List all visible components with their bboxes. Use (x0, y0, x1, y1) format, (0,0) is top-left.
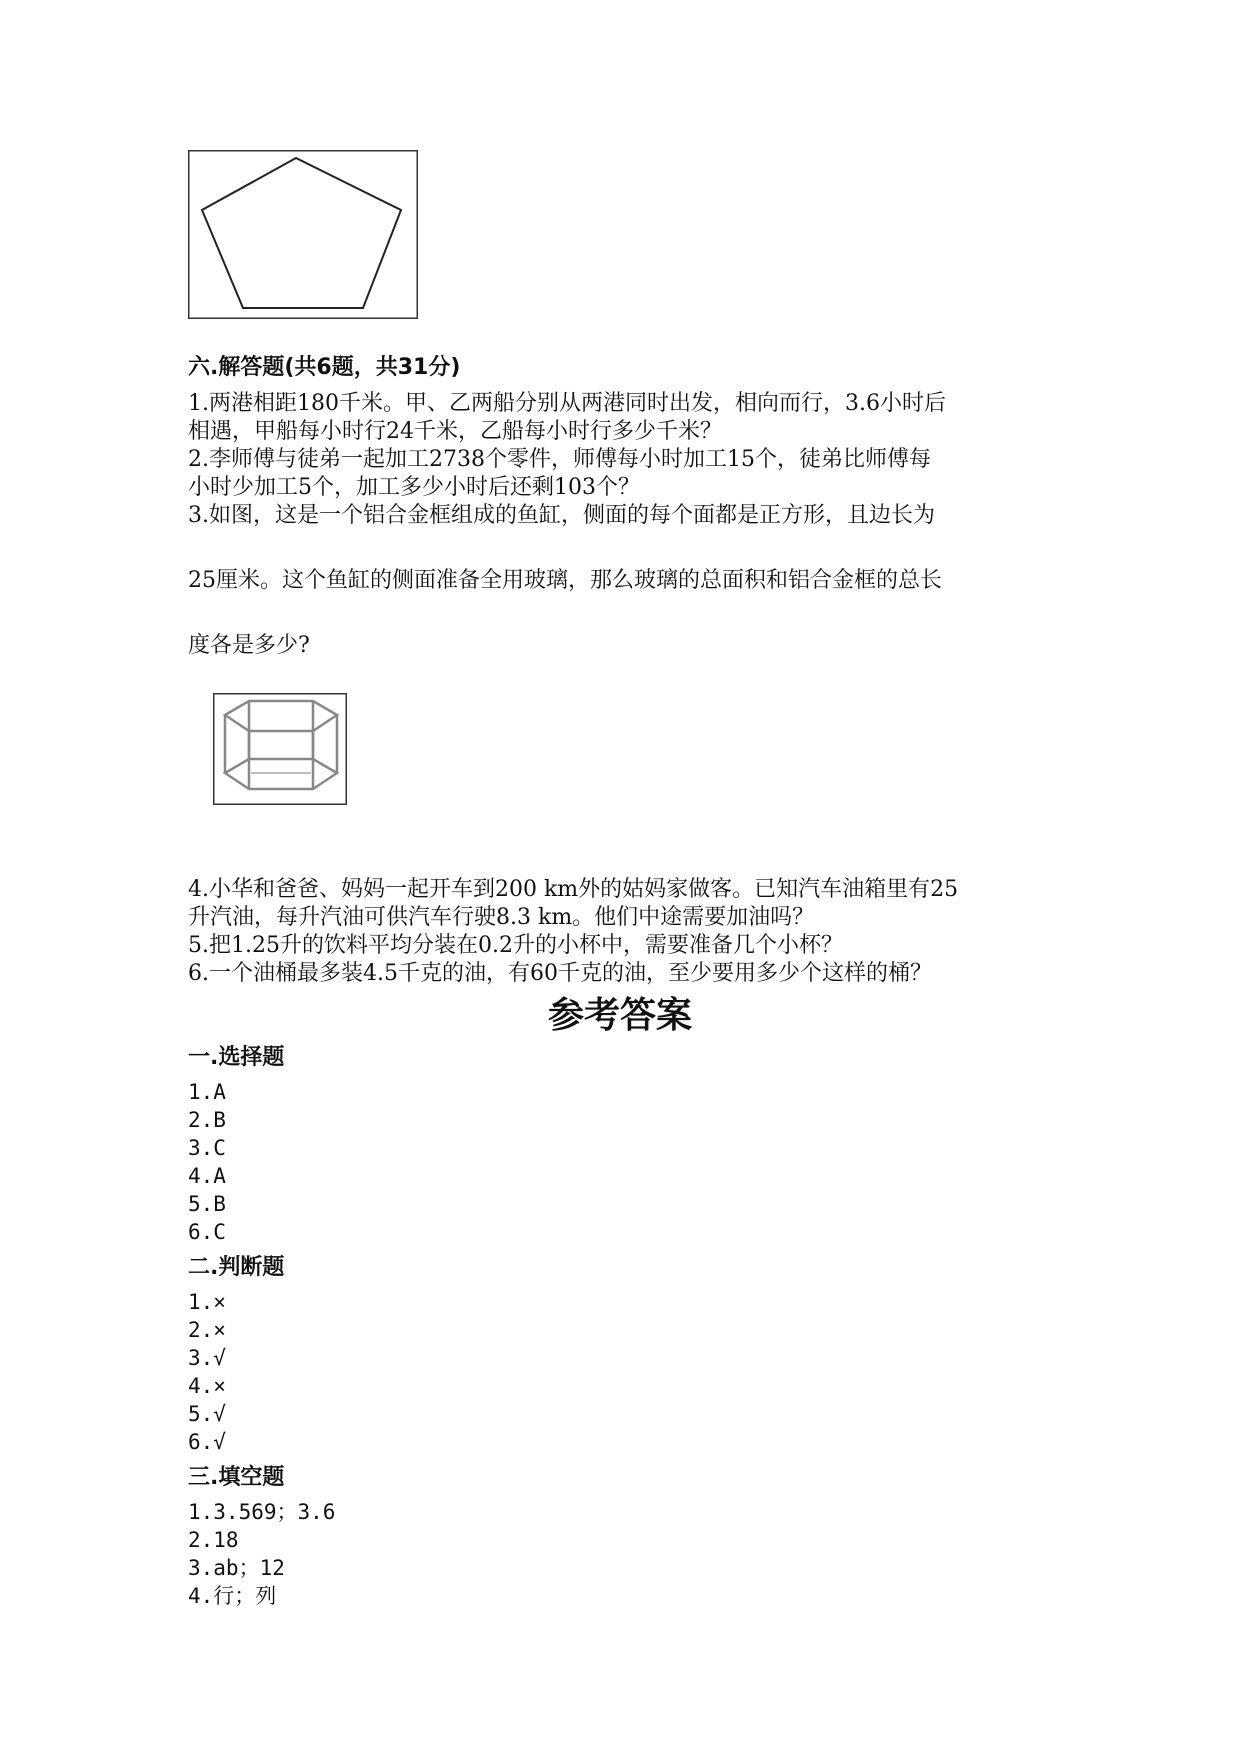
answer-item: 1.× (188, 1290, 226, 1314)
question-5: 5.把1.25升的饮料平均分装在0.2升的小杯中，需要准备几个小杯？ (188, 933, 843, 958)
answers-section-2-heading: 二.判断题 (188, 1255, 285, 1280)
pentagon-figure (188, 150, 418, 320)
answer-item: 2.× (188, 1318, 226, 1342)
section-six-heading: 六.解答题(共6题，共31分) (188, 355, 461, 380)
answer-item: 4.行；列 (188, 1584, 277, 1608)
answer-item: 1.A (188, 1080, 226, 1104)
answers-section-1-heading: 一.选择题 (188, 1045, 285, 1070)
question-3-line-3: 度各是多少? (188, 633, 310, 658)
question-4-line-1: 4.小华和爸爸、妈妈一起开车到200 km外的姑妈家做客。已知汽车油箱里有25 (188, 877, 959, 902)
answer-item: 5.√ (188, 1402, 226, 1426)
answer-key-title: 参考答案 (547, 995, 692, 1036)
answer-item: 4.A (188, 1164, 226, 1188)
answers-section-3-heading: 三.填空题 (188, 1465, 285, 1490)
answer-item: 4.× (188, 1374, 226, 1398)
answer-item: 3.ab；12 (188, 1556, 285, 1580)
answer-item: 2.18 (188, 1528, 239, 1552)
question-6: 6.一个油桶最多装4.5千克的油，有60千克的油，至少要用多少个这样的桶？ (188, 961, 932, 986)
answer-item: 3.√ (188, 1346, 226, 1370)
question-1-line-2: 相遇，甲船每小时行24千米，乙船每小时行多少千米？ (188, 419, 722, 444)
answer-item: 5.B (188, 1192, 226, 1216)
fish-tank-figure (213, 693, 347, 805)
question-3-line-1: 3.如图，这是一个铝合金框组成的鱼缸，侧面的每个面都是正方形，且边长为 (188, 503, 935, 528)
question-2-line-2: 小时少加工5个，加工多少小时后还剩103个？ (188, 475, 640, 500)
answer-item: 3.C (188, 1136, 226, 1160)
question-3-line-2: 25厘米。这个鱼缸的侧面准备全用玻璃，那么玻璃的总面积和铝合金框的总长 (188, 568, 942, 593)
question-4-line-2: 升汽油，每升汽油可供汽车行驶8.3 km。他们中途需要加油吗？ (188, 905, 815, 930)
answer-item: 6.C (188, 1220, 226, 1244)
answer-item: 1.3.569；3.6 (188, 1500, 336, 1524)
question-2-line-1: 2.李师傅与徒弟一起加工2738个零件，师傅每小时加工15个，徒弟比师傅每 (188, 447, 931, 472)
answer-item: 2.B (188, 1108, 226, 1132)
question-1-line-1: 1.两港相距180千米。甲、乙两船分别从两港同时出发，相向而行，3.6小时后 (188, 391, 946, 416)
answer-item: 6.√ (188, 1430, 226, 1454)
